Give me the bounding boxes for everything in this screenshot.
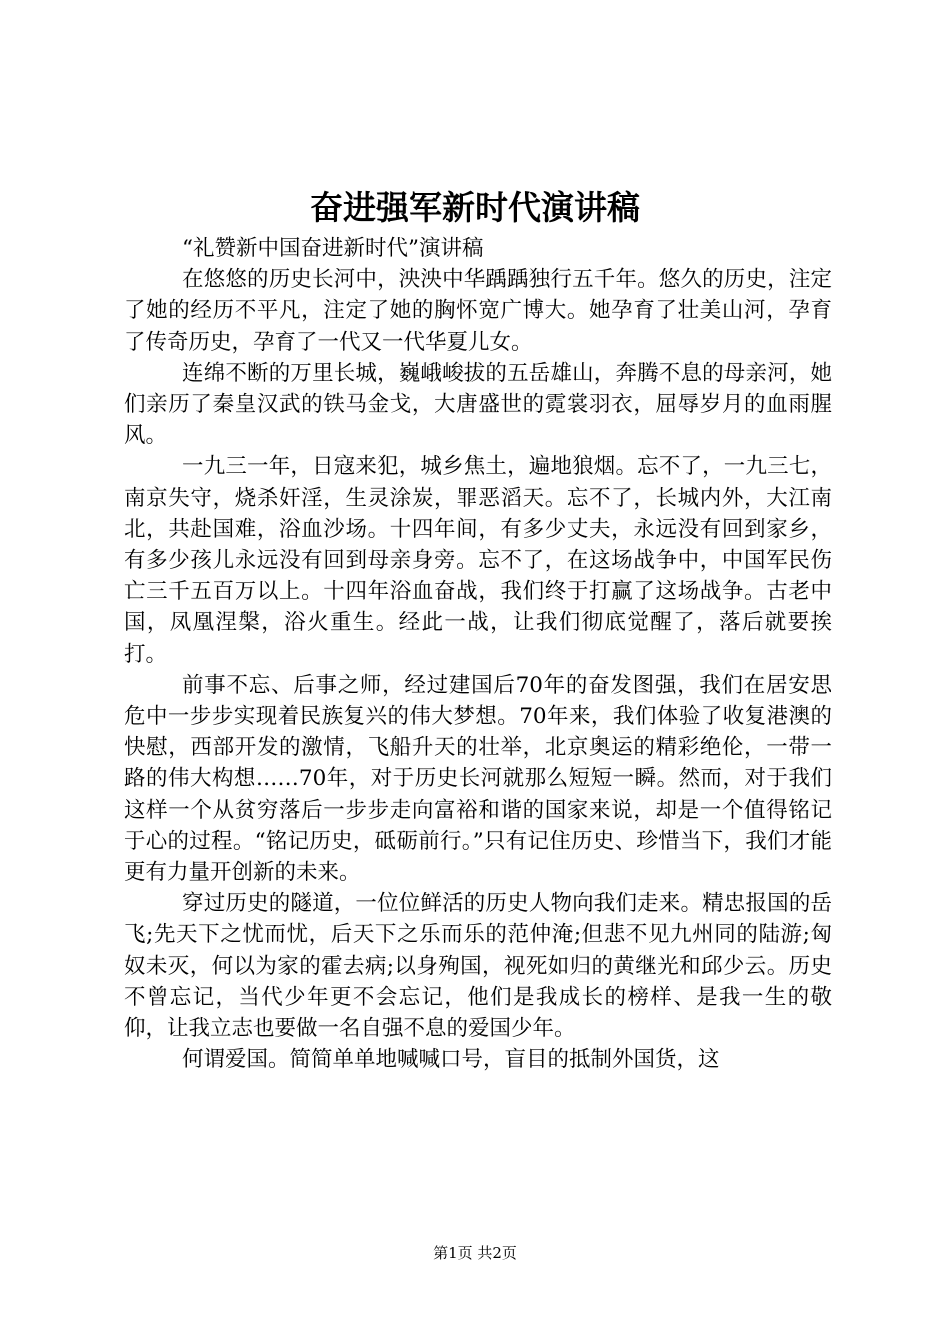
document-body [124, 233, 832, 1075]
paragraph: 何谓爱国。简简单单地喊喊口号，盲目的抵制外国货，这 [182, 1047, 720, 1073]
paragraph: 在悠悠的历史长河中，泱泱中华踽踽独行五千年。悠久的历史，注定了她的经历不平凡，注定了她的胸怀宽广博大。她孕育了壮美山河，孕育了传奇历史，孕育了一代又一代华夏儿女。 [124, 267, 832, 355]
paragraph: 一九三一年，日寇来犯，城乡焦土，遍地狼烟。忘不了，一九三七，南京失守，烧杀奸淫，生灵涂炭，罪恶滔天。忘不了，长城内外，大江南北，共赴国难，浴血沙场。十四年间，有多少丈夫，永远没有回到家乡，有多少孩儿永远没有回到母亲身旁。忘不了，在这场战争中，中国军民伤亡三千五百万以上。十四年浴血奋战，我们终于打赢了这场战争。古老中国，凤凰涅槃，浴火重生。经此一战，让我们彻底觉醒了，落后就要挨打。 [124, 454, 832, 667]
paragraph-subtitle: “礼赞新中国奋进新时代”演讲稿 [182, 236, 484, 261]
paragraph: 连绵不断的万里长城，巍峨峻拔的五岳雄山，奔腾不息的母亲河，她们亲历了秦皇汉武的铁马金戈，大唐盛世的霓裳羽衣，屈辱岁月的血雨腥风。 [124, 360, 832, 449]
page-footer: 第1页 共2页 [433, 1244, 517, 1262]
document-title: 奋进强军新时代演讲稿 [310, 188, 640, 227]
paragraph: 前事不忘、后事之师，经过建国后70年的奋发图强，我们在居安思危中一步步实现着民族复兴的伟大梦想。70年来，我们体验了收复港澳的快慰，西部开发的激情，飞船升天的壮举，北京奥运的精彩绝伦，一带一路的伟大构想……70年，对于历史长河就那么短短一瞬。然而，对于我们这样一个从贫穷落后一步步走向富裕和谐的国家来说，却是一个值得铭记于心的过程。“铭记历史，砥砺前行。”只有记住历史、珍惜当下，我们才能更有力量开创新的未来。 [124, 672, 832, 886]
paragraph: 穿过历史的隧道，一位位鲜活的历史人物向我们走来。精忠报国的岳飞;先天下之忧而忧，后天下之乐而乐的范仲淹;但悲不见九州同的陆游;匈奴未灭，何以为家的霍去病;以身殉国，视死如归的黄继光和邱少云。历史不曾忘记，当代少年更不会忘记，他们是我成长的榜样、是我一生的敬仰，让我立志也要做一名自强不息的爱国少年。 [124, 891, 832, 1042]
